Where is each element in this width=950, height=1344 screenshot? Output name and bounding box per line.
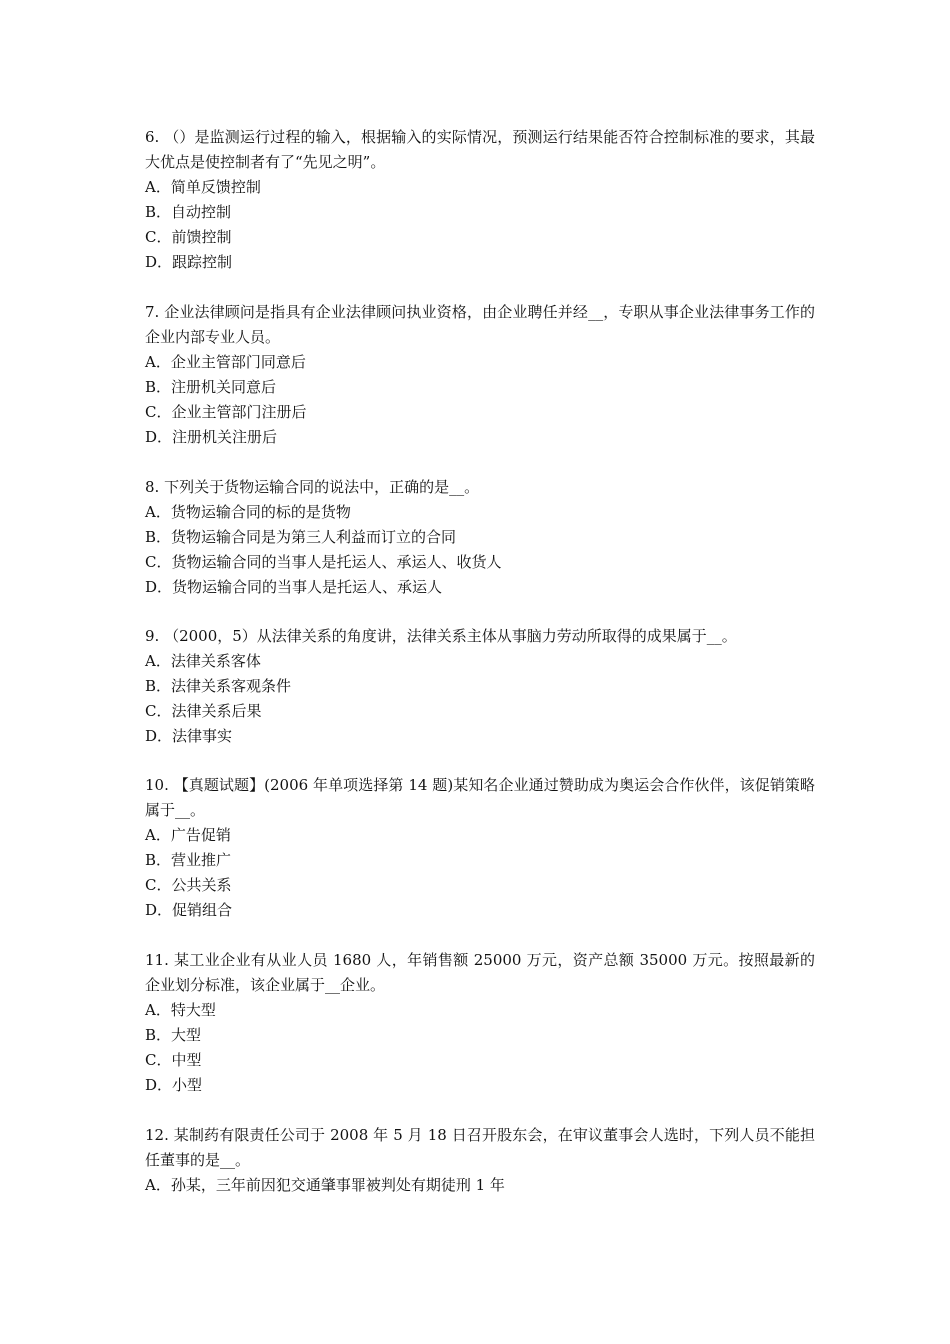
question-stem: 7. 企业法律顾问是指具有企业法律顾问执业资格，由企业聘任并经__，专职从事企业法律事务工作的企业内部专业人员。 [145,303,815,346]
option-a: A．企业主管部门同意后 [145,353,306,371]
question-12 [145,1123,815,1198]
question-8 [145,475,815,600]
question-stem: 6. （）是监测运行过程的输入，根据输入的实际情况，预测运行结果能否符合控制标准的要求，其最大优点是使控制者有了“先见之明”。 [145,128,815,171]
option-a: A．广告促销 [145,826,231,844]
option-a: A．简单反馈控制 [145,178,261,196]
option-c: C．前馈控制 [145,228,232,246]
question-stem: 9. （2000，5）从法律关系的角度讲，法律关系主体从事脑力劳动所取得的成果属于__。 [145,627,737,645]
option-c: C．法律关系后果 [145,702,262,720]
question-stem: 8. 下列关于货物运输合同的说法中，正确的是__。 [145,478,480,496]
option-c: C．中型 [145,1051,202,1069]
option-b: B．法律关系客观条件 [145,677,292,695]
option-d: D．小型 [145,1076,203,1094]
option-b: B．自动控制 [145,203,232,221]
option-d: D．跟踪控制 [145,253,233,271]
option-a: A．特大型 [145,1001,216,1019]
option-c: C．公共关系 [145,876,232,894]
question-6 [145,125,815,275]
option-b: B．注册机关同意后 [145,378,277,396]
question-stem: 12. 某制药有限责任公司于 2008 年 5 月 18 日召开股东会，在审议董事会人选时，下列人员不能担任董事的是__。 [145,1126,815,1169]
question-10 [145,773,815,923]
option-a: A．法律关系客体 [145,652,261,670]
question-11 [145,948,815,1098]
question-9 [145,624,815,749]
option-b: B．营业推广 [145,851,232,869]
question-stem: 10. 【真题试题】(2006 年单项选择第 14 题)某知名企业通过赞助成为奥运会合作伙伴，该促销策略属于__。 [145,776,815,819]
option-b: B．大型 [145,1026,202,1044]
question-stem: 11. 某工业企业有从业人员 1680 人，年销售额 25000 万元，资产总额 35000 万元。按照最新的企业划分标准，该企业属于__企业。 [145,951,815,994]
option-d: D．促销组合 [145,901,233,919]
option-b: B．货物运输合同是为第三人利益而订立的合同 [145,528,457,546]
option-d: D．注册机关注册后 [145,428,278,446]
option-a: A．孙某，三年前因犯交通肇事罪被判处有期徒刑 1 年 [145,1176,505,1194]
option-a: A．货物运输合同的标的是货物 [145,503,351,521]
question-7 [145,300,815,450]
option-c: C．企业主管部门注册后 [145,403,307,421]
option-d: D．货物运输合同的当事人是托运人、承运人 [145,578,443,596]
option-c: C．货物运输合同的当事人是托运人、承运人、收货人 [145,553,502,571]
option-d: D．法律事实 [145,727,233,745]
